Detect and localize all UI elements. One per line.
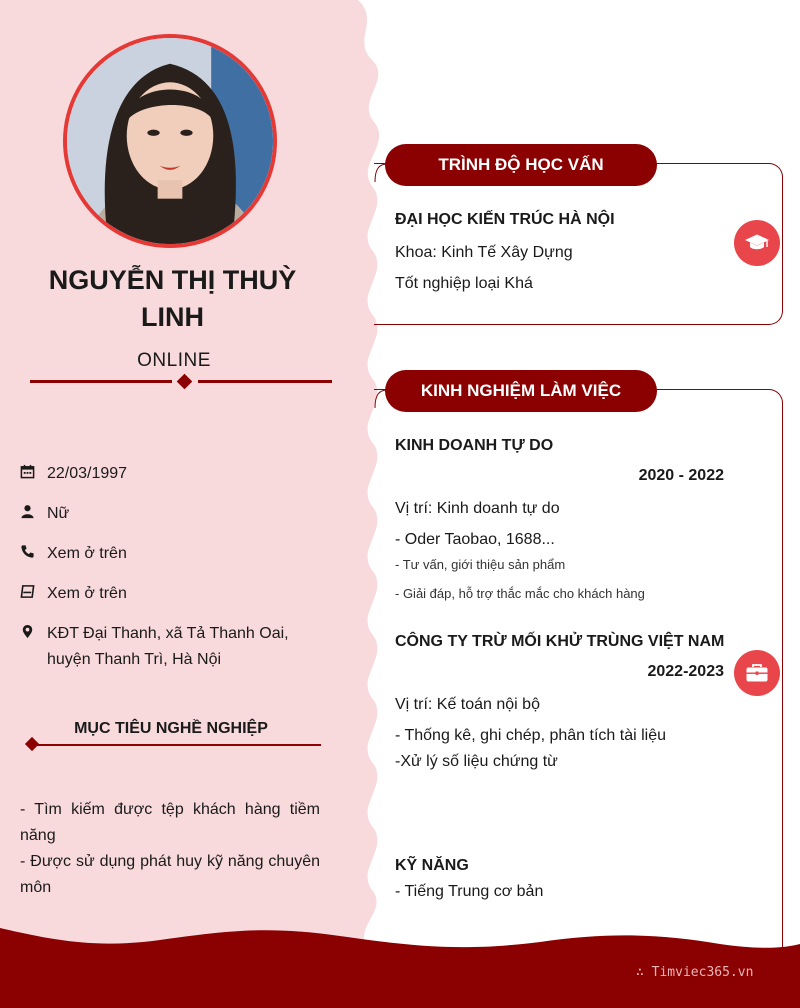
phone-text: Xem ở trên xyxy=(47,545,127,562)
skill-item: - Tiếng Trung cơ bản xyxy=(395,883,544,900)
experience-badge xyxy=(734,650,780,696)
job-duty: - Tư vấn, giới thiệu sản phẩm xyxy=(395,557,566,572)
grade-text: Tốt nghiệp loại Khá xyxy=(395,275,533,292)
location-icon xyxy=(20,624,35,639)
email-text: Xem ở trên xyxy=(47,585,127,602)
objective-underline xyxy=(35,744,321,746)
briefcase-icon xyxy=(745,663,769,683)
job-period: 2020 - 2022 xyxy=(638,467,724,484)
job-duty: - Thống kê, ghi chép, phân tích tài liệu xyxy=(395,727,666,744)
job-duty: -Xử lý số liệu chứng từ xyxy=(395,753,558,770)
status-label: ONLINE xyxy=(137,350,211,371)
job-duty: - Giải đáp, hỗ trợ thắc mắc cho khách hàng xyxy=(395,586,645,601)
skills-heading: KỸ NĂNG xyxy=(395,857,469,874)
faculty-text: Khoa: Kinh Tế Xây Dựng xyxy=(395,244,573,261)
education-badge xyxy=(734,220,780,266)
job-duty: - Oder Taobao, 1688... xyxy=(395,531,555,548)
job-position: Vị trí: Kế toán nội bộ xyxy=(395,696,540,713)
education-heading: TRÌNH ĐỘ HỌC VẤN xyxy=(385,144,657,186)
experience-heading: KINH NGHIỆM LÀM VIỆC xyxy=(385,370,657,412)
full-name: NGUYỄN THỊ THUỲ LINH xyxy=(48,265,297,332)
gender-text: Nữ xyxy=(47,505,70,522)
address-text: KĐT Đại Thanh, xã Tả Thanh Oai, huyện Thanh Trì, Hà Nội xyxy=(47,625,289,668)
watermark: ∴ Timviec365.vn xyxy=(636,965,754,980)
divider-line xyxy=(198,380,332,383)
school-name: ĐẠI HỌC KIẾN TRÚC HÀ NỘI xyxy=(395,211,615,228)
job-company: KINH DOANH TỰ DO xyxy=(395,437,554,454)
job-position: Vị trí: Kinh doanh tự do xyxy=(395,500,560,517)
calendar-icon xyxy=(20,464,35,479)
birthdate-text: 22/03/1997 xyxy=(47,465,128,482)
person-icon xyxy=(20,504,35,519)
objective-body xyxy=(20,797,320,901)
phone-icon xyxy=(20,544,35,559)
email-icon xyxy=(20,584,35,599)
objective-heading: MỤC TIÊU NGHỀ NGHIỆP xyxy=(74,720,268,737)
job-company: CÔNG TY TRỪ MỐI KHỬ TRÙNG VIỆT NAM xyxy=(395,633,725,650)
objective-line: - Được sử dụng phát huy kỹ năng chuyên môn xyxy=(20,853,320,896)
portrait-illustration xyxy=(67,38,273,244)
objective-line: - Tìm kiếm được tệp khách hàng tiềm năng xyxy=(20,801,320,844)
profile-photo xyxy=(63,34,277,248)
job-period: 2022-2023 xyxy=(647,663,724,680)
graduation-cap-icon xyxy=(744,233,770,253)
divider-line xyxy=(30,380,172,383)
